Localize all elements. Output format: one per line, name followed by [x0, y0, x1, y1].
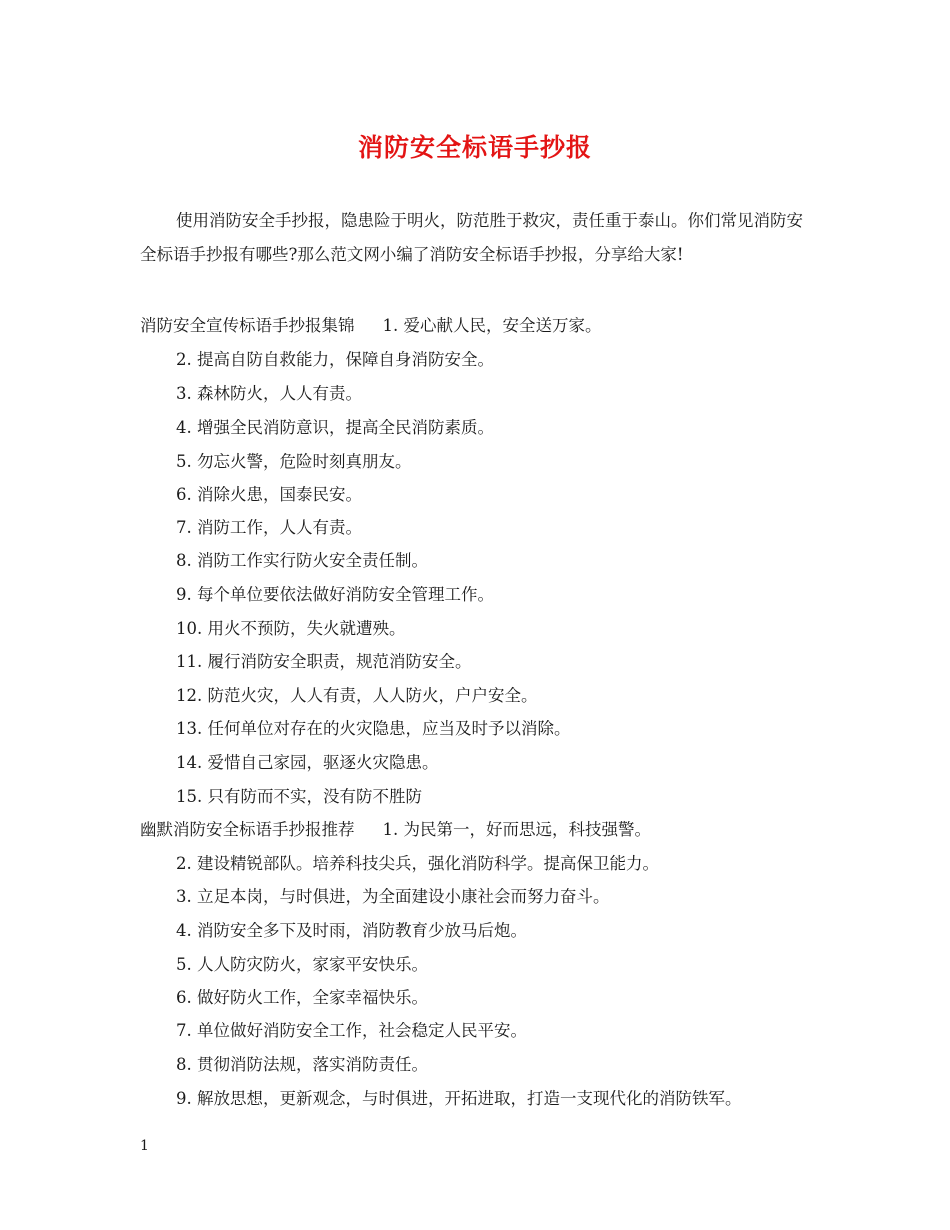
list-item: 8. 消防工作实行防火安全责任制。 [176, 551, 428, 570]
list-item: 13. 任何单位对存在的火灾隐患，应当及时予以消除。 [176, 719, 571, 738]
list-item: 1. 为民第一，好而思远，科技强警。 [382, 820, 651, 839]
list-item: 12. 防范火灾，人人有责，人人防火，户户安全。 [176, 686, 538, 705]
list-item: 6. 消除火患，国泰民安。 [176, 485, 362, 504]
list-item: 7. 消防工作，人人有责。 [176, 518, 362, 537]
intro-paragraph: 使用消防安全手抄报，隐患险于明火，防范胜于救灾，责任重于泰山。你们常见消防安全标语手抄报有哪些?那么范文网小编了消防安全标语手抄报，分享给大家! [140, 211, 803, 264]
list-item: 7. 单位做好消防安全工作，社会稳定人民平安。 [176, 1021, 527, 1040]
list-item: 15. 只有防而不实，没有防不胜防 [176, 787, 422, 806]
list-item: 3. 森林防火，人人有责。 [176, 384, 362, 403]
document-title: 消防安全标语手抄报 [357, 133, 592, 162]
list-item: 10. 用火不预防，失火就遭殃。 [176, 619, 406, 638]
page-number: 1 [140, 1138, 149, 1154]
list-item: 5. 勿忘火警，危险时刻真朋友。 [176, 452, 412, 471]
list-item: 9. 每个单位要依法做好消防安全管理工作。 [176, 585, 494, 604]
list-item: 1. 爱心献人民，安全送万家。 [382, 316, 602, 335]
list-item: 11. 履行消防安全职责，规范消防安全。 [176, 652, 472, 671]
list-item: 4. 消防安全多下及时雨，消防教育少放马后炮。 [176, 921, 527, 940]
list-item: 9. 解放思想，更新观念，与时俱进，开拓进取，打造一支现代化的消防铁军。 [176, 1089, 742, 1108]
section1-heading-line [140, 316, 602, 336]
list-item: 6. 做好防火工作，全家幸福快乐。 [176, 988, 428, 1007]
list-item: 2. 提高自防自救能力，保障自身消防安全。 [176, 350, 494, 369]
section1-heading: 消防安全宣传标语手抄报集锦 [140, 316, 355, 335]
list-item: 5. 人人防灾防火，家家平安快乐。 [176, 955, 428, 974]
list-item: 14. 爱惜自己家园，驱逐火灾隐患。 [176, 753, 439, 772]
list-item: 3. 立足本岗，与时俱进，为全面建设小康社会而努力奋斗。 [176, 887, 610, 906]
section2-heading: 幽默消防安全标语手抄报推荐 [140, 820, 355, 839]
section2-heading-line [140, 820, 651, 840]
list-item: 8. 贯彻消防法规，落实消防责任。 [176, 1055, 428, 1074]
list-item: 4. 增强全民消防意识，提高全民消防素质。 [176, 418, 494, 437]
list-item: 2. 建设精锐部队。培养科技尖兵，强化消防科学。提高保卫能力。 [176, 854, 659, 873]
